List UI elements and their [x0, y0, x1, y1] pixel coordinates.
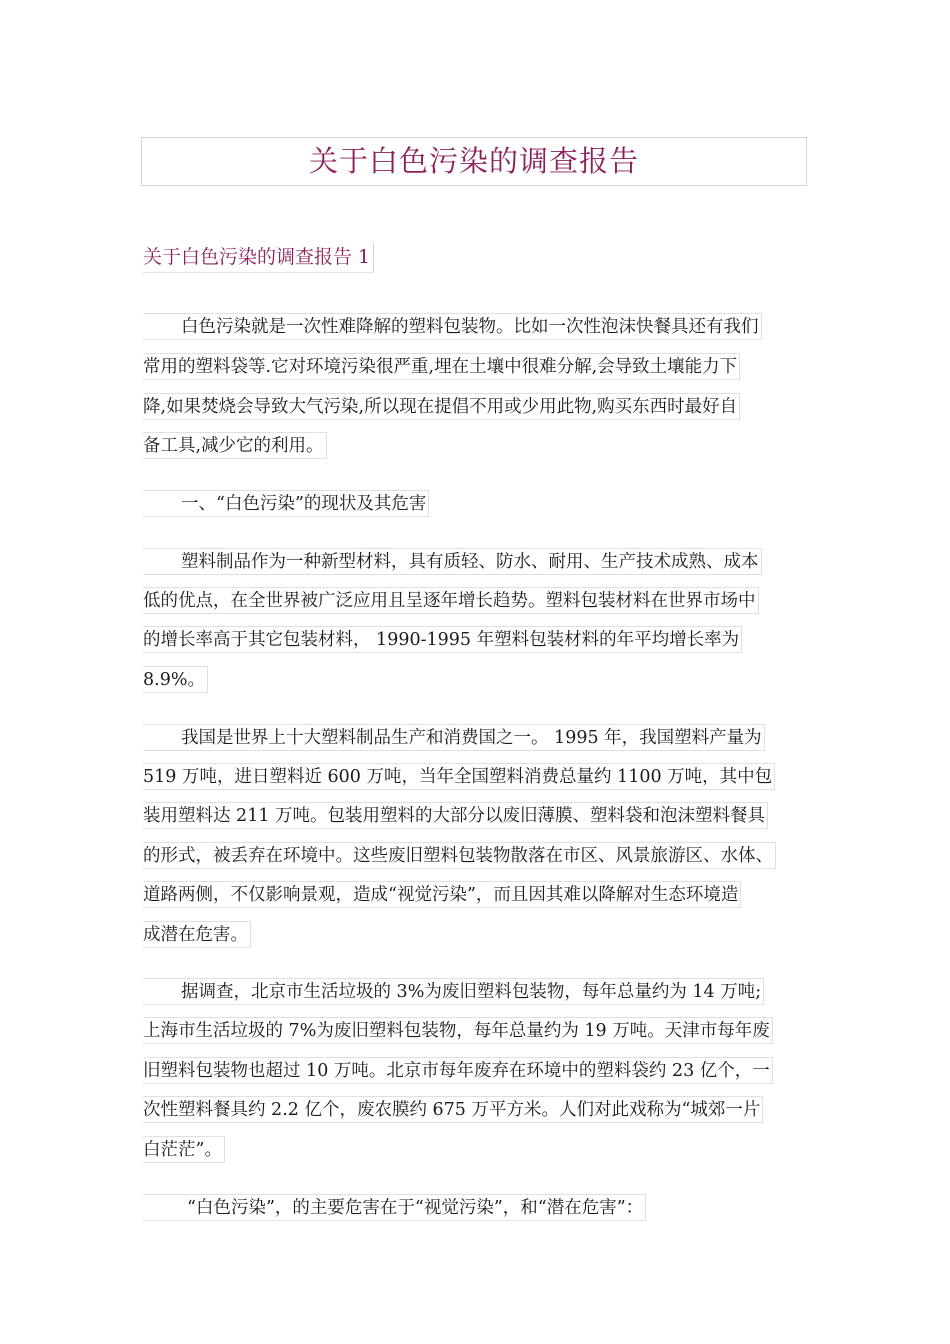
section-heading: 关于白色污染的调查报告 1: [143, 242, 374, 273]
text-line: 低的优点，在全世界被广泛应用且呈逐年增长趋势。塑料包装材料在世界市场中: [143, 587, 759, 614]
text-line: 备工具,减少它的利用。: [143, 432, 327, 459]
text-line: 519 万吨，进日塑料近 600 万吨，当年全国塑料消费总量约 1100 万吨，其中包: [143, 763, 775, 790]
text-line: 据调查，北京市生活垃圾的 3%为废旧塑料包装物，每年总量约为 14 万吨;: [143, 978, 764, 1005]
text-line: 成潜在危害。: [143, 921, 251, 948]
text-line: 一、“白色污染”的现状及其危害: [143, 490, 429, 517]
text-line: 装用塑料达 211 万吨。包装用塑料的大部分以废旧薄膜、塑料袋和泡沫塑料餐具: [143, 802, 768, 829]
text-line: 次性塑料餐具约 2.2 亿个，废农膜约 675 万平方米。人们对此戏称为“城郊一片: [143, 1096, 763, 1123]
text-line: 白茫茫”。: [143, 1136, 225, 1163]
text-line: 8.9%。: [143, 666, 208, 693]
document-title: 关于白色污染的调查报告: [308, 144, 639, 178]
text-line: 白色污染就是一次性难降解的塑料包装物。比如一次性泡沫快餐具还有我们: [143, 313, 762, 340]
text-line: 的增长率高于其它包装材料， 1990-1995 年塑料包装材料的年平均增长率为: [143, 626, 742, 653]
text-line: 道路两侧，不仅影响景观，造成“视觉污染”，而且因其难以降解对生态环境造: [143, 881, 741, 908]
text-line: “白色污染”，的主要危害在于“视觉污染”，和“潜在危害”：: [143, 1194, 646, 1221]
title-box: [141, 137, 807, 186]
text-line: 的形式，被丢弃在环境中。这些废旧塑料包装物散落在市区、风景旅游区、水体、: [143, 842, 776, 869]
text-line: 降,如果焚烧会导致大气污染,所以现在提倡不用或少用此物,购买东西时最好自: [143, 393, 740, 420]
text-line: 上海市生活垃圾的 7%为废旧塑料包装物，每年总量约为 19 万吨。天津市每年废: [143, 1017, 773, 1044]
text-line: 我国是世界上十大塑料制品生产和消费国之一。 1995 年，我国塑料产量为: [143, 724, 765, 751]
text-line: 常用的塑料袋等.它对环境污染很严重,埋在土壤中很难分解,会导致土壤能力下: [143, 353, 740, 380]
text-line: 旧塑料包装物也超过 10 万吨。北京市每年废弃在环境中的塑料袋约 23 亿个，一: [143, 1057, 773, 1084]
text-line: 塑料制品作为一种新型材料，具有质轻、防水、耐用、生产技术成熟、成本: [143, 548, 762, 575]
